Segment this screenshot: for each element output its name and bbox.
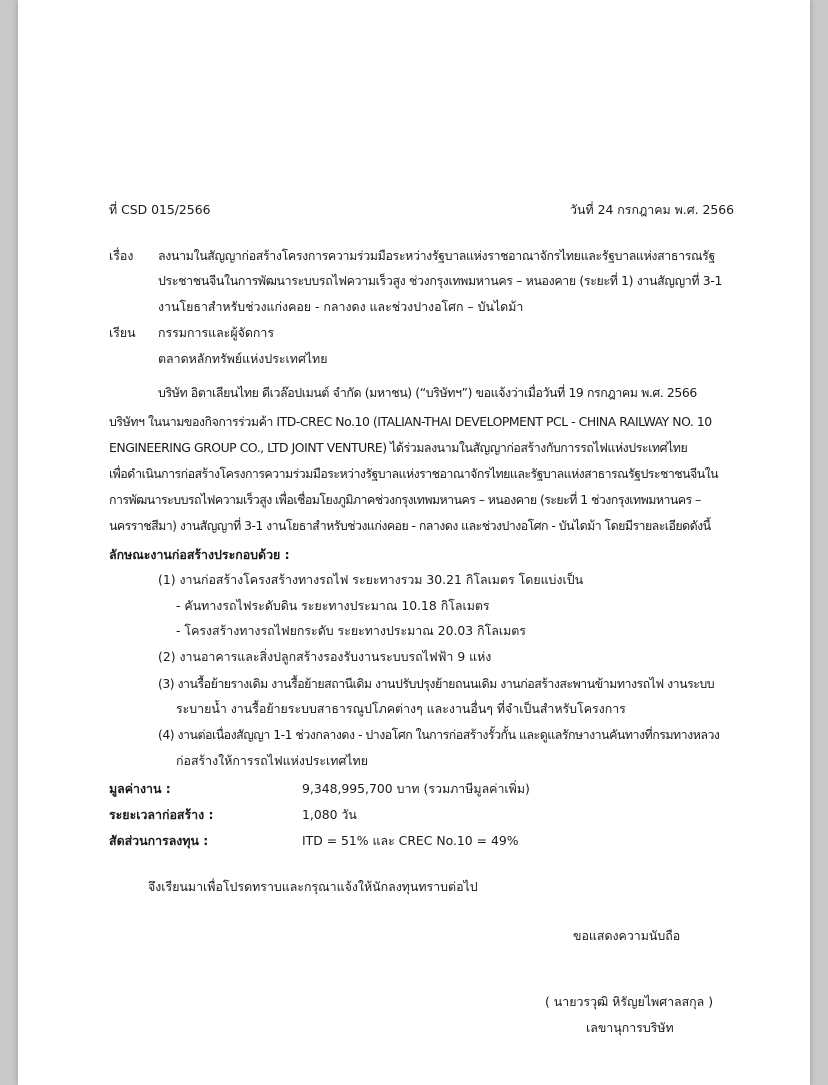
recipient-label: เรียน	[109, 325, 136, 340]
subject-line-1: ลงนามในสัญญาก่อสร้างโครงการความร่วมมือระหว่างรัฐบาลแห่งราชอาณาจักรไทยและรัฐบาลแห่งสาธารณรัฐ	[158, 248, 715, 263]
contract-value-label: มูลค่างาน :	[109, 781, 171, 796]
subject-line-2: ประชาชนจีนในการพัฒนาระบบรถไฟความเร็วสูง ช่วงกรุงเทพมหานคร – หนองคาย (ระยะที่ 1) งานสัญญาที่ 3-1	[158, 273, 722, 288]
body-line-4: เพื่อดำเนินการก่อสร้างโครงการความร่วมมือระหว่างรัฐบาลแห่งราชอาณาจักรไทยและรัฐบาลแห่งสาธารณรัฐประชาชนจีนใน	[109, 466, 719, 481]
body-line-6: นครราชสีมา) งานสัญญาที่ 3-1 งานโยธาสำหรับช่วงแก่งคอย - กลางดง และช่วงปางอโศก - บันไดม้า โดยมีรายละเอียดดังนี้	[109, 518, 711, 533]
scope-item-2: (2) งานอาคารและสิ่งปลูกสร้างรองรับงานระบบรถไฟฟ้า 9 แห่ง	[158, 649, 492, 664]
document-page	[18, 0, 810, 1085]
subject-line-3: งานโยธาสำหรับช่วงแก่งคอย - กลางดง และช่วงปางอโศก – บันไดม้า	[158, 299, 524, 314]
scope-item-1b: - โครงสร้างทางรถไฟยกระดับ ระยะทางประมาณ 20.03 กิโลเมตร	[176, 623, 526, 638]
closing-note: จึงเรียนมาเพื่อโปรดทราบและกรุณาแจ้งให้นักลงทุนทราบต่อไป	[148, 879, 478, 894]
scope-item-3-line-1: (3) งานรื้อย้ายรางเดิม งานรื้อย้ายสถานีเดิม งานปรับปรุงย้ายถนนเดิม งานก่อสร้างสะพานข้ามทางรถไฟ งานระบบ	[158, 676, 715, 691]
construction-duration-label: ระยะเวลาก่อสร้าง :	[109, 807, 214, 822]
contract-value: 9,348,995,700 บาท (รวมภาษีมูลค่าเพิ่ม)	[302, 781, 530, 796]
body-line-3: ENGINEERING GROUP CO., LTD JOINT VENTURE) ได้ร่วมลงนามในสัญญาก่อสร้างกับการรถไฟแห่งประเทศไทย	[109, 440, 688, 455]
body-line-1: บริษัท อิตาเลียนไทย ดีเวล๊อปเมนต์ จำกัด (มหาชน) (“บริษัทฯ”) ขอแจ้งว่าเมื่อวันที่ 19 กรกฎาคม พ.ศ. 2566	[158, 385, 697, 400]
body-line-5: การพัฒนาระบบรถไฟความเร็วสูง เพื่อเชื่อมโยงภูมิภาคช่วงกรุงเทพมหานคร – หนองคาย (ระยะที่ 1 ช่วงกรุงเทพมหานคร –	[109, 492, 701, 507]
document-date: วันที่ 24 กรกฎาคม พ.ศ. 2566	[570, 202, 734, 217]
scope-item-4-line-1: (4) งานต่อเนื่องสัญญา 1-1 ช่วงกลางดง - ปางอโศก ในการก่อสร้างรั้วกั้น และดูแลรักษางานคันทางที่กรมทางหลวง	[158, 727, 720, 742]
scope-item-1a: - คันทางรถไฟระดับดิน ระยะทางประมาณ 10.18 กิโลเมตร	[176, 598, 490, 613]
scope-item-4-line-2: ก่อสร้างให้การรถไฟแห่งประเทศไทย	[176, 753, 368, 768]
recipient-line-1: กรรมการและผู้จัดการ	[158, 325, 275, 340]
recipient-line-2: ตลาดหลักทรัพย์แห่งประเทศไทย	[158, 351, 328, 366]
investment-share-label: สัดส่วนการลงทุน :	[109, 833, 209, 848]
scope-heading: ลักษณะงานก่อสร้างประกอบด้วย :	[109, 547, 290, 562]
regards: ขอแสดงความนับถือ	[573, 928, 681, 943]
subject-label: เรื่อง	[109, 248, 134, 263]
scope-item-1: (1) งานก่อสร้างโครงสร้างทางรถไฟ ระยะทางรวม 30.21 กิโลเมตร โดยแบ่งเป็น	[158, 572, 584, 587]
signatory-position: เลขานุการบริษัท	[586, 1020, 674, 1035]
reference-number: ที่ CSD 015/2566	[109, 202, 211, 217]
body-line-2: บริษัทฯ ในนามของกิจการร่วมค้า ITD-CREC No.10 (ITALIAN-THAI DEVELOPMENT PCL - CHINA RAILWAY NO. 10	[109, 414, 712, 429]
signatory-name: ( นายวรวุฒิ หิรัญยไพศาลสกุล )	[545, 994, 714, 1009]
construction-duration: 1,080 วัน	[302, 807, 357, 822]
investment-share: ITD = 51% และ CREC No.10 = 49%	[302, 833, 519, 848]
scope-item-3-line-2: ระบายน้ำ งานรื้อย้ายระบบสาธารณูปโภคต่างๆ และงานอื่นๆ ที่จำเป็นสำหรับโครงการ	[176, 701, 626, 716]
